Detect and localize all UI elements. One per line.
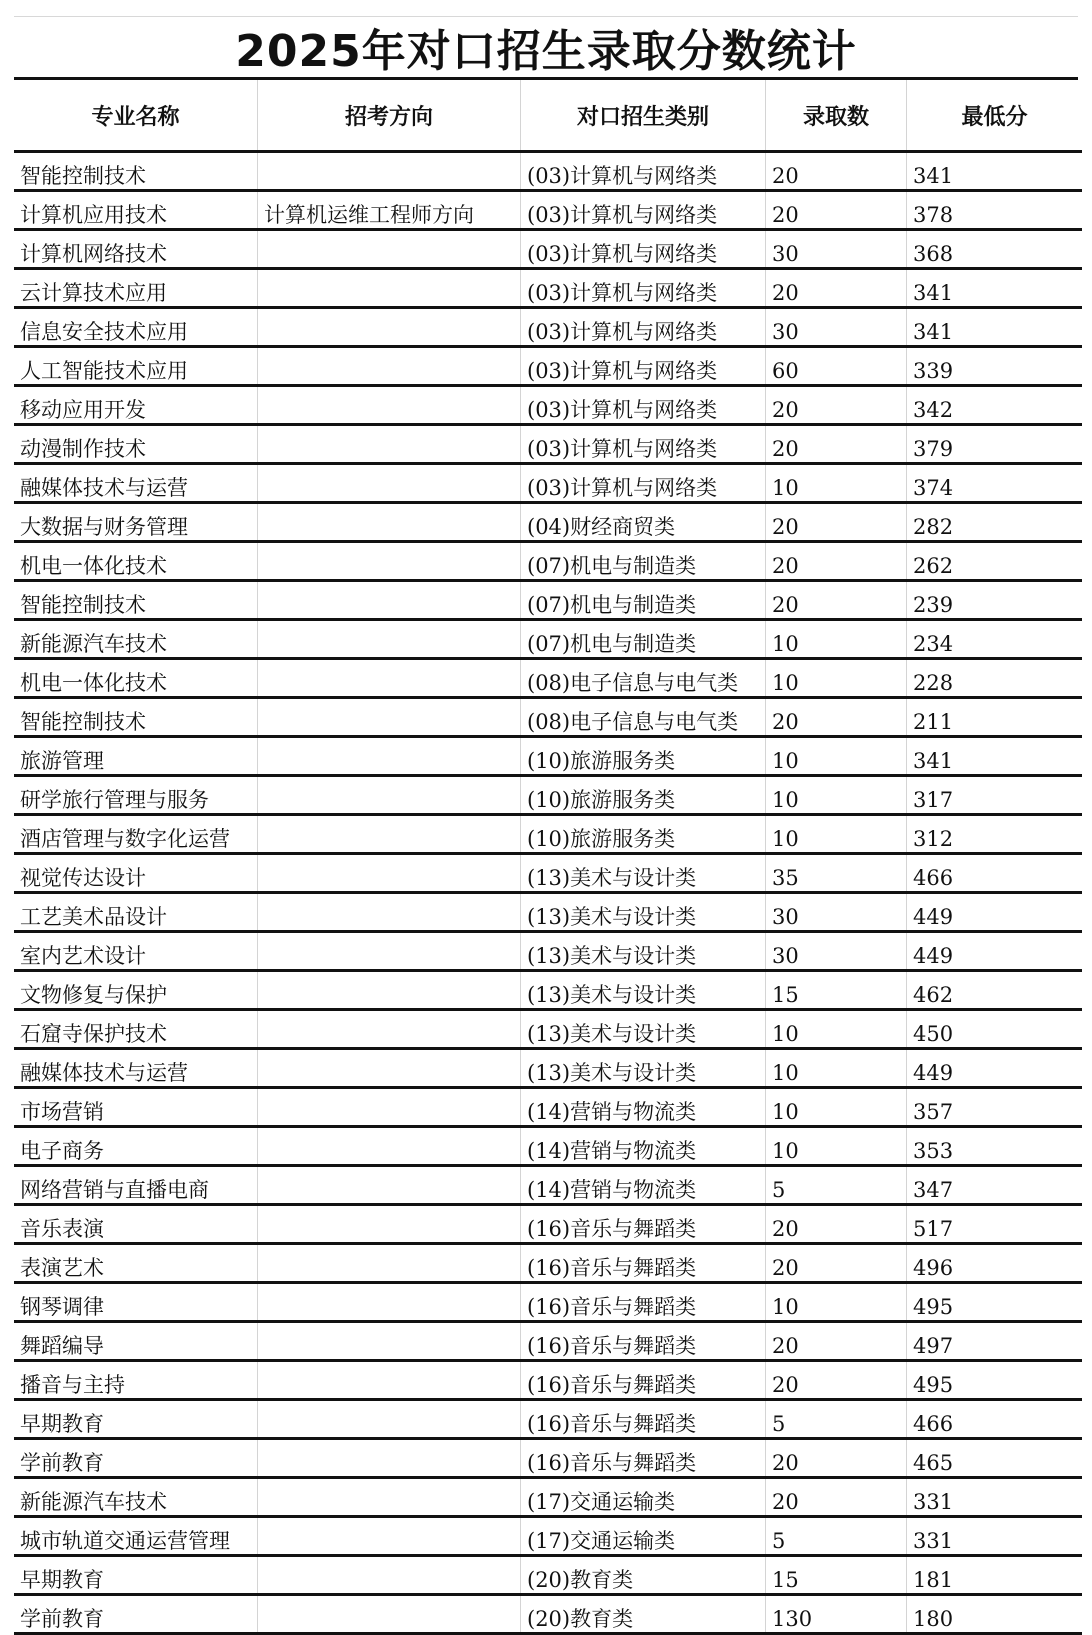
direction-cell — [258, 1283, 521, 1322]
category-cell: (20)教育类 — [521, 1556, 766, 1595]
table-row — [14, 1517, 1082, 1556]
direction-cell — [258, 347, 521, 386]
major-cell: 计算机网络技术 — [14, 230, 258, 269]
table-row — [14, 815, 1082, 854]
category-cell: (03)计算机与网络类 — [521, 308, 766, 347]
direction-cell — [258, 620, 521, 659]
major-cell: 电子商务 — [14, 1127, 258, 1166]
admitted-cell: 30 — [766, 893, 907, 932]
admitted-cell: 35 — [766, 854, 907, 893]
min-score-cell: 262 — [907, 542, 1083, 581]
admitted-cell: 10 — [766, 737, 907, 776]
header-admitted: 录取数 — [766, 80, 907, 152]
category-cell: (14)营销与物流类 — [521, 1166, 766, 1205]
direction-cell — [258, 932, 521, 971]
direction-cell: 计算机运维工程师方向 — [258, 191, 521, 230]
header-category: 对口招生类别 — [521, 80, 766, 152]
category-cell: (16)音乐与舞蹈类 — [521, 1244, 766, 1283]
category-cell: (03)计算机与网络类 — [521, 425, 766, 464]
admitted-cell: 30 — [766, 932, 907, 971]
major-cell: 研学旅行管理与服务 — [14, 776, 258, 815]
direction-cell — [258, 581, 521, 620]
min-score-cell: 239 — [907, 581, 1083, 620]
min-score-cell: 211 — [907, 698, 1083, 737]
direction-cell — [258, 1361, 521, 1400]
direction-cell — [258, 1010, 521, 1049]
direction-cell — [258, 659, 521, 698]
table-row — [14, 971, 1082, 1010]
min-score-cell: 181 — [907, 1556, 1083, 1595]
category-cell: (13)美术与设计类 — [521, 932, 766, 971]
category-cell: (07)机电与制造类 — [521, 581, 766, 620]
direction-cell — [258, 1595, 521, 1634]
admitted-cell: 60 — [766, 347, 907, 386]
category-cell: (13)美术与设计类 — [521, 854, 766, 893]
table-row — [14, 854, 1082, 893]
category-cell: (13)美术与设计类 — [521, 1010, 766, 1049]
admitted-cell: 20 — [766, 1244, 907, 1283]
min-score-cell: 341 — [907, 269, 1083, 308]
admitted-cell: 5 — [766, 1166, 907, 1205]
min-score-cell: 374 — [907, 464, 1083, 503]
admitted-cell: 20 — [766, 581, 907, 620]
admitted-cell: 10 — [766, 659, 907, 698]
table-row — [14, 503, 1082, 542]
direction-cell — [258, 269, 521, 308]
min-score-cell: 368 — [907, 230, 1083, 269]
direction-cell — [258, 464, 521, 503]
major-cell: 机电一体化技术 — [14, 542, 258, 581]
min-score-cell: 282 — [907, 503, 1083, 542]
direction-cell — [258, 152, 521, 191]
admitted-cell: 20 — [766, 152, 907, 191]
category-cell: (16)音乐与舞蹈类 — [521, 1322, 766, 1361]
admitted-cell: 15 — [766, 971, 907, 1010]
direction-cell — [258, 1166, 521, 1205]
category-cell: (16)音乐与舞蹈类 — [521, 1283, 766, 1322]
admitted-cell: 10 — [766, 815, 907, 854]
direction-cell — [258, 815, 521, 854]
direction-cell — [258, 776, 521, 815]
category-cell: (16)音乐与舞蹈类 — [521, 1400, 766, 1439]
score-sheet — [14, 16, 1078, 1635]
admitted-cell: 30 — [766, 230, 907, 269]
min-score-cell: 353 — [907, 1127, 1083, 1166]
admission-table — [14, 80, 1082, 1635]
min-score-cell: 341 — [907, 737, 1083, 776]
category-cell: (13)美术与设计类 — [521, 971, 766, 1010]
table-row — [14, 152, 1082, 191]
min-score-cell: 341 — [907, 152, 1083, 191]
min-score-cell: 450 — [907, 1010, 1083, 1049]
major-cell: 移动应用开发 — [14, 386, 258, 425]
table-row — [14, 620, 1082, 659]
table-row — [14, 776, 1082, 815]
table-row — [14, 542, 1082, 581]
category-cell: (17)交通运输类 — [521, 1478, 766, 1517]
admitted-cell: 10 — [766, 776, 907, 815]
header-direction: 招考方向 — [258, 80, 521, 152]
table-row — [14, 1361, 1082, 1400]
direction-cell — [258, 1049, 521, 1088]
table-row — [14, 191, 1082, 230]
major-cell: 人工智能技术应用 — [14, 347, 258, 386]
table-row — [14, 425, 1082, 464]
major-cell: 学前教育 — [14, 1439, 258, 1478]
direction-cell — [258, 308, 521, 347]
major-cell: 室内艺术设计 — [14, 932, 258, 971]
table-row — [14, 269, 1082, 308]
table-row — [14, 1478, 1082, 1517]
major-cell: 早期教育 — [14, 1400, 258, 1439]
category-cell: (10)旅游服务类 — [521, 737, 766, 776]
min-score-cell: 495 — [907, 1361, 1083, 1400]
major-cell: 视觉传达设计 — [14, 854, 258, 893]
category-cell: (10)旅游服务类 — [521, 815, 766, 854]
table-row — [14, 659, 1082, 698]
major-cell: 智能控制技术 — [14, 581, 258, 620]
min-score-cell: 466 — [907, 1400, 1083, 1439]
table-row — [14, 1088, 1082, 1127]
table-row — [14, 308, 1082, 347]
major-cell: 融媒体技术与运营 — [14, 464, 258, 503]
category-cell: (03)计算机与网络类 — [521, 152, 766, 191]
admitted-cell: 20 — [766, 1439, 907, 1478]
min-score-cell: 462 — [907, 971, 1083, 1010]
major-cell: 市场营销 — [14, 1088, 258, 1127]
direction-cell — [258, 1322, 521, 1361]
min-score-cell: 379 — [907, 425, 1083, 464]
min-score-cell: 331 — [907, 1478, 1083, 1517]
admitted-cell: 10 — [766, 1010, 907, 1049]
major-cell: 动漫制作技术 — [14, 425, 258, 464]
min-score-cell: 517 — [907, 1205, 1083, 1244]
major-cell: 播音与主持 — [14, 1361, 258, 1400]
min-score-cell: 378 — [907, 191, 1083, 230]
category-cell: (03)计算机与网络类 — [521, 347, 766, 386]
admitted-cell: 15 — [766, 1556, 907, 1595]
category-cell: (03)计算机与网络类 — [521, 230, 766, 269]
admitted-cell: 20 — [766, 191, 907, 230]
admitted-cell: 20 — [766, 425, 907, 464]
direction-cell — [258, 1517, 521, 1556]
category-cell: (13)美术与设计类 — [521, 1049, 766, 1088]
admitted-cell: 20 — [766, 1478, 907, 1517]
admitted-cell: 10 — [766, 464, 907, 503]
category-cell: (16)音乐与舞蹈类 — [521, 1361, 766, 1400]
major-cell: 表演艺术 — [14, 1244, 258, 1283]
category-cell: (16)音乐与舞蹈类 — [521, 1439, 766, 1478]
admitted-cell: 10 — [766, 1283, 907, 1322]
min-score-cell: 341 — [907, 308, 1083, 347]
direction-cell — [258, 698, 521, 737]
category-cell: (20)教育类 — [521, 1595, 766, 1634]
table-row — [14, 581, 1082, 620]
direction-cell — [258, 230, 521, 269]
table-row — [14, 1166, 1082, 1205]
table-row — [14, 1127, 1082, 1166]
category-cell: (08)电子信息与电气类 — [521, 659, 766, 698]
category-cell: (03)计算机与网络类 — [521, 269, 766, 308]
min-score-cell: 465 — [907, 1439, 1083, 1478]
table-row — [14, 386, 1082, 425]
table-row — [14, 464, 1082, 503]
major-cell: 网络营销与直播电商 — [14, 1166, 258, 1205]
major-cell: 大数据与财务管理 — [14, 503, 258, 542]
major-cell: 计算机应用技术 — [14, 191, 258, 230]
min-score-cell: 342 — [907, 386, 1083, 425]
min-score-cell: 466 — [907, 854, 1083, 893]
header-min-score: 最低分 — [907, 80, 1083, 152]
table-row — [14, 698, 1082, 737]
min-score-cell: 449 — [907, 1049, 1083, 1088]
major-cell: 酒店管理与数字化运营 — [14, 815, 258, 854]
min-score-cell: 312 — [907, 815, 1083, 854]
table-row — [14, 1400, 1082, 1439]
major-cell: 旅游管理 — [14, 737, 258, 776]
major-cell: 新能源汽车技术 — [14, 1478, 258, 1517]
admitted-cell: 5 — [766, 1517, 907, 1556]
table-row — [14, 230, 1082, 269]
category-cell: (14)营销与物流类 — [521, 1088, 766, 1127]
major-cell: 工艺美术品设计 — [14, 893, 258, 932]
major-cell: 融媒体技术与运营 — [14, 1049, 258, 1088]
major-cell: 智能控制技术 — [14, 152, 258, 191]
direction-cell — [258, 503, 521, 542]
table-row — [14, 1439, 1082, 1478]
category-cell: (03)计算机与网络类 — [521, 464, 766, 503]
direction-cell — [258, 1088, 521, 1127]
admitted-cell: 5 — [766, 1400, 907, 1439]
major-cell: 石窟寺保护技术 — [14, 1010, 258, 1049]
sheet-title: 2025年对口招生录取分数统计 — [14, 16, 1078, 80]
admitted-cell: 10 — [766, 1088, 907, 1127]
min-score-cell: 331 — [907, 1517, 1083, 1556]
direction-cell — [258, 1127, 521, 1166]
admitted-cell: 20 — [766, 542, 907, 581]
admitted-cell: 20 — [766, 269, 907, 308]
major-cell: 信息安全技术应用 — [14, 308, 258, 347]
admitted-cell: 130 — [766, 1595, 907, 1634]
min-score-cell: 180 — [907, 1595, 1083, 1634]
major-cell: 舞蹈编导 — [14, 1322, 258, 1361]
direction-cell — [258, 1556, 521, 1595]
table-row — [14, 1595, 1082, 1634]
table-row — [14, 1049, 1082, 1088]
admitted-cell: 20 — [766, 503, 907, 542]
direction-cell — [258, 854, 521, 893]
min-score-cell: 347 — [907, 1166, 1083, 1205]
direction-cell — [258, 893, 521, 932]
admitted-cell: 10 — [766, 620, 907, 659]
header-major: 专业名称 — [14, 80, 258, 152]
min-score-cell: 339 — [907, 347, 1083, 386]
min-score-cell: 497 — [907, 1322, 1083, 1361]
major-cell: 机电一体化技术 — [14, 659, 258, 698]
admitted-cell: 20 — [766, 1205, 907, 1244]
table-row — [14, 1205, 1082, 1244]
table-row — [14, 1556, 1082, 1595]
major-cell: 智能控制技术 — [14, 698, 258, 737]
major-cell: 新能源汽车技术 — [14, 620, 258, 659]
direction-cell — [258, 1478, 521, 1517]
min-score-cell: 449 — [907, 893, 1083, 932]
admitted-cell: 10 — [766, 1049, 907, 1088]
table-row — [14, 737, 1082, 776]
header-row — [14, 80, 1082, 152]
category-cell: (04)财经商贸类 — [521, 503, 766, 542]
admitted-cell: 30 — [766, 308, 907, 347]
direction-cell — [258, 542, 521, 581]
direction-cell — [258, 1439, 521, 1478]
min-score-cell: 496 — [907, 1244, 1083, 1283]
category-cell: (16)音乐与舞蹈类 — [521, 1205, 766, 1244]
table-row — [14, 893, 1082, 932]
category-cell: (07)机电与制造类 — [521, 620, 766, 659]
category-cell: (08)电子信息与电气类 — [521, 698, 766, 737]
table-row — [14, 1244, 1082, 1283]
major-cell: 城市轨道交通运营管理 — [14, 1517, 258, 1556]
category-cell: (07)机电与制造类 — [521, 542, 766, 581]
category-cell: (10)旅游服务类 — [521, 776, 766, 815]
min-score-cell: 449 — [907, 932, 1083, 971]
admitted-cell: 10 — [766, 1127, 907, 1166]
min-score-cell: 228 — [907, 659, 1083, 698]
table-body — [14, 152, 1082, 1634]
major-cell: 钢琴调律 — [14, 1283, 258, 1322]
category-cell: (17)交通运输类 — [521, 1517, 766, 1556]
admitted-cell: 20 — [766, 1361, 907, 1400]
direction-cell — [258, 386, 521, 425]
admitted-cell: 20 — [766, 698, 907, 737]
major-cell: 早期教育 — [14, 1556, 258, 1595]
direction-cell — [258, 1205, 521, 1244]
admitted-cell: 20 — [766, 1322, 907, 1361]
category-cell: (03)计算机与网络类 — [521, 386, 766, 425]
direction-cell — [258, 1400, 521, 1439]
major-cell: 音乐表演 — [14, 1205, 258, 1244]
direction-cell — [258, 971, 521, 1010]
table-row — [14, 932, 1082, 971]
table-row — [14, 1322, 1082, 1361]
min-score-cell: 357 — [907, 1088, 1083, 1127]
major-cell: 学前教育 — [14, 1595, 258, 1634]
category-cell: (13)美术与设计类 — [521, 893, 766, 932]
category-cell: (14)营销与物流类 — [521, 1127, 766, 1166]
min-score-cell: 495 — [907, 1283, 1083, 1322]
direction-cell — [258, 1244, 521, 1283]
min-score-cell: 234 — [907, 620, 1083, 659]
min-score-cell: 317 — [907, 776, 1083, 815]
major-cell: 云计算技术应用 — [14, 269, 258, 308]
direction-cell — [258, 425, 521, 464]
major-cell: 文物修复与保护 — [14, 971, 258, 1010]
admitted-cell: 20 — [766, 386, 907, 425]
table-row — [14, 1010, 1082, 1049]
table-row — [14, 347, 1082, 386]
direction-cell — [258, 737, 521, 776]
table-row — [14, 1283, 1082, 1322]
category-cell: (03)计算机与网络类 — [521, 191, 766, 230]
